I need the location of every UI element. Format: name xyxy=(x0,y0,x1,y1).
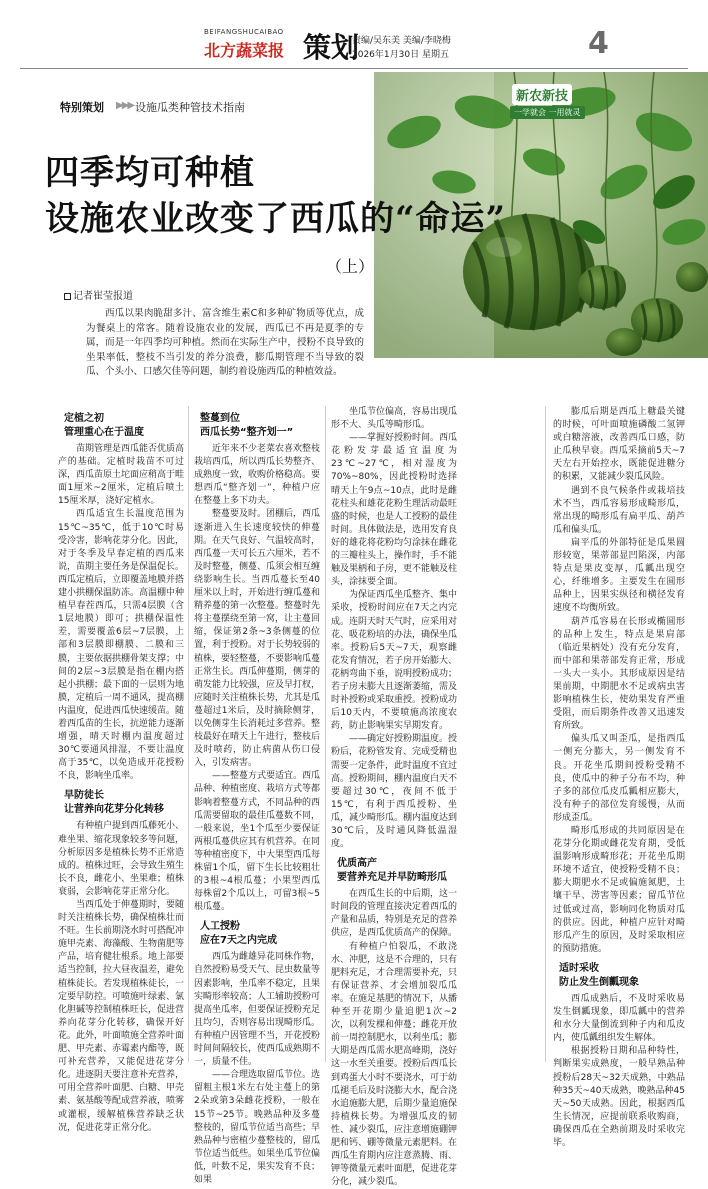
column-divider xyxy=(545,406,546,1062)
masthead xyxy=(0,0,708,68)
column-badge xyxy=(504,80,624,124)
body-paragraph: 西瓜适宜生长温度范围为15℃~35℃，低于10℃时易受冷害，影响花芽分化。因此，对于冬季及早春定植的西瓜来说，苗期主要任务是保温促长。西瓜定植后，立即覆盖地膜并搭建小拱棚保温防冻。高温棚中种植早春茬西瓜，只需4层膜（含1层地膜）即可；拱棚保温性差，需要覆盖6层~7层膜，上部和3层膜即棚膜、二膜和三膜，主要依据拱棚骨架支撑；中间的2层~3层膜是指在棚内搭起小拱棚；最下面的一层则为地膜，定植后一周不通风，提高棚内温度，促进西瓜快速缓苗。随着西瓜苗的生长，抗逆能力逐渐增强，晴天时棚内温度超过30℃要通风排湿，不要让温度高于35℃，以免造成开花授粉不良，影响坐瓜率。 xyxy=(58,509,185,782)
subhead-line: 早防徒长 xyxy=(64,790,104,802)
subhead-line: 定植之初 xyxy=(64,413,104,424)
paper-name: 北方蔬菜报 xyxy=(204,41,285,60)
body-column-3 xyxy=(331,406,458,1188)
part-label: （上） xyxy=(326,257,375,276)
body-paragraph: 在西瓜生长的中后期，这一时间段的管理直接决定着西瓜的产量和品质，特别是充足的营养供应，是西瓜优质高产的保障。 xyxy=(331,889,458,939)
subhead-line: 管理重心在于温度 xyxy=(64,427,144,438)
badge-slogan: 一学就会 一用就灵 xyxy=(510,106,585,119)
subhead-line: 人工授粉 xyxy=(200,921,240,933)
headline-line-2: 设施农业改变了西瓜的“命运” xyxy=(45,199,507,239)
body-column-2 xyxy=(194,406,321,1185)
section-name: 策划 xyxy=(303,31,360,64)
date-line: 2026年1月30日 星期五 xyxy=(352,50,449,60)
subhead-line: 要营养充足并早防畸形瓜 xyxy=(337,872,447,884)
body-column-1 xyxy=(58,406,185,1133)
body-paragraph: 畸形瓜形成的共同原因是在花芽分化期或雌花发育期，受低温影响形成畸形花；开花坐瓜期环境不适宜，使授粉受精不良；膨大期肥水不足或偏施氮肥，土壤干旱、涝害等因素；留瓜节位过低或过高，影响同化物质对瓜的供应。因此，种植户应针对畸形瓜产生的原因，及时采取相应的预防措施。 xyxy=(553,826,685,954)
body-paragraph: 有种植户怕裂瓜，不敢浇水、冲肥，这是不合理的，只有肥料充足，才合理需要补充，只有保证营养、才会增加裂瓜瓜率。在施足基肥的情况下，从播种至开花期少量追肥1次~2次，以利发棵和伸蔓；雌花开放前一周控制肥水，以利坐瓜；膨大期是西瓜需水肥高峰期，浇好这一水至关重要。授粉后西瓜长到鸡蛋大小时不要浇水，可于幼瓜褪毛后及时浇膨大水，配合浇水追施膨大肥，后期少量追施保持植株长势。为增强瓜皮的韧性、减少裂瓜，应注意增施硼钾肥和钙、硼等微量元素肥料。在西瓜生育期内应注意蒸腾、雨、钾等微量元素叶面肥，促进花芽分化，减少裂瓜。 xyxy=(331,941,458,1188)
badge-title: 新农新技 xyxy=(512,84,572,105)
body-paragraph: 西瓜为雌雄异花同株作物，自然授粉易受天气、昆虫数量等因素影响，坐瓜率不稳定，且果实畸形率较高；人工辅助授粉可提高坐瓜率，但要保证授粉充足且均匀，否则容易出现畸形瓜。有种植户因管理不当，开花授粉时间间隔较长，使西瓜成熟期不一，质量不佳。 xyxy=(194,952,321,1068)
body-paragraph: 当西瓜处于伸蔓期时，要随时关注植株长势，确保植株壮而不旺。生长前期浇水时可搭配冲施甲壳素、海藻酸、生物菌肥等产品，培育健壮根系。地上部要适当控制，拉大昼夜温差，避免植株徒长。若发现植株徒长，一定要早防控。可喷施叶绿素、氯化胆碱等控制植株旺长，促进营养向花芽分化转移，确保开好花。此外，叶面喷施全营养叶面肥、甲壳素、赤霉素内酯等，既可补充营养，又能促进花芽分化。进逐阴天要注意补充营养，可用全营养叶面肥、白糖、甲壳素、氨基酸等配成营养液，喷雾或灌根，缓解植株营养缺乏状况，促进花芽正常分化。 xyxy=(58,900,185,1133)
column-divider xyxy=(325,406,326,1062)
body-paragraph: 苗期管理是西瓜能否优质高产的基础。定植时栽苗不可过深，西瓜苗原土坨面应稍高于畦面1厘米~2厘米，定植后喷土15厘米厚，浇好定植水。 xyxy=(58,444,185,507)
body-paragraph: 坐瓜节位偏高，容易出现瓜形不大、头瓜等畸形瓜。 xyxy=(331,407,458,431)
body-paragraph: ——整蔓方式要适宜。西瓜品种、种植密度、栽培方式等都影响着整蔓方式，不同品种的西瓜需要留取的最佳瓜蔓数不同，一般来说，坐1个瓜至少要保证两根瓜蔓供应其有机营养。在同等种植密度下，中大果型西瓜每株留1个瓜，留下生长比较粗壮的3根~4根瓜蔓；小果型西瓜每株留2个瓜以上，可留3根~5根瓜蔓。 xyxy=(194,771,321,913)
body-paragraph: 整蔓要及时。团棚后，西瓜逐渐进入生长速度较快的伸蔓期。在天气良好、气温较高时，西瓜蔓一天可长五六厘米，若不及时整蔓，侧蔓、瓜须会相互缠绕影响生长。当西瓜蔓长至40厘米以上时，开始进行缠瓜蔓和精养蔓的第一次整蔓。整蔓时先将主蔓摆绕至第一窝，让主蔓回缩，保证第2条~3条侧蔓的位置，利于授粉。对于长势较弱的植株，要轻整蔓，不要影响瓜蔓正常生长。西瓜伸蔓期，侧芽的萌发能力比较强，应及早打杈，应随时关注植株长势，尤其是瓜蔓超过1米后，及时摘除侧芽，以免侧芽生长消耗过多营养。整枝最好在晴天上午进行，整枝后及时喷药，防止病菌从伤口侵入，引发病害。 xyxy=(194,509,321,769)
editors-line: 责编/吴东美 美编/李晓梅 xyxy=(352,36,451,46)
body-paragraph: 为保证西瓜坐瓜整齐、集中采收，授粉时间应在7天之内完成。连阴天时天气时，应采用对花、吸花粉培的办法，确保坐瓜率。授粉后5天~7天，观察雌花发育情况，若子房开始膨大、花柄弯曲下垂，说明授粉成功；若子房未膨大且逐渐萎缩，需及时补授粉或采取重授。授粉成功后10天内，不要喷施高浓度农药，防止影响果实早期发育。 xyxy=(331,590,458,732)
section-subhead xyxy=(553,962,685,990)
column-divider xyxy=(188,406,189,1062)
subhead-line: 让营养向花芽分化转移 xyxy=(64,804,164,816)
body-paragraph: 扁平瓜的外部特征是瓜果圆形较宽，果蒂部显凹陷深，内部特点是果皮变厚，瓜瓤出现空心，纤维增多。主要发生在圆形品种上，因果实纵径和横径发育速度不均衡所致。 xyxy=(553,537,685,614)
section-subhead xyxy=(194,412,320,440)
special-label: 特别策划 xyxy=(60,101,104,114)
byline-text: 记者崔莹报道 xyxy=(73,291,133,302)
body-paragraph: 遇到不良气候条件或栽培技术不当，西瓜容易形成畸形瓜，常出现的畸形瓜有扁平瓜、葫芦瓜和偏头瓜。 xyxy=(553,485,685,535)
body-paragraph: 西瓜成熟后，不及时采收易发生倒瓤现象，即瓜瓤中的营养和水分大量倒流到种子内和瓜皮内，使瓜瓤组织发生解体。 xyxy=(553,993,685,1044)
byline xyxy=(64,287,133,302)
section-subhead xyxy=(58,789,184,817)
subhead-line: 应在7天之内完成 xyxy=(200,935,277,947)
subhead-line: 防止发生倒瓤现象 xyxy=(559,976,639,988)
subhead-line: 适时采收 xyxy=(559,962,599,974)
lead-paragraph: 西瓜以果肉脆甜多汁、富含维生素C和多种矿物质等优点，成为餐桌上的常客。随着设施农业的发展，西瓜已不再是夏季的专属，而是一年四季均可种植。然而在实际生产中，授粉不良导致的坐果率低，整枝不当引发的养分浪费，膨瓜期管理不当导致的裂瓜、个头小、口感欠佳等问题，制约着设施西瓜的种植效益。 xyxy=(86,308,364,378)
body-paragraph: 膨瓜后期是西瓜上糖最关键的时候，可叶面喷施磷酸二氢钾或白糖溶液，改善西瓜口感，防止瓜秧早衰。西瓜采摘前5天~7天左右开始控水，既能促进糖分的积累，又能减少裂瓜风险。 xyxy=(553,407,685,483)
headline-line-1: 四季均可种植 xyxy=(45,153,255,193)
subhead-line: 西瓜长势“整齐划一” xyxy=(200,427,294,438)
body-paragraph: 近年来不少老菜农喜欢整枝栽培西瓜，所以西瓜长势整齐、成熟度一致，收购价格稳高。要想西瓜“整齐划一”，种植户应在整蔓上多下功夫。 xyxy=(194,444,321,507)
body-paragraph: 偏头瓜又叫歪瓜，是指西瓜一侧充分膨大，另一侧发育不良。开花坐瓜期间授粉受精不良，使瓜中的种子分布不均，种子多的部位瓜皮瓜瓤相应膨大，没有种子的部位发育缓慢，从而形成歪瓜。 xyxy=(553,734,685,823)
body-paragraph: ——确定好授粉期温度。授粉后，花粉管发育、完成受精也需要一定条件，此时温度不宜过高。授粉期间，棚内温度白天不要超过30℃，夜间不低于15℃，有利于西瓜授粉、坐瓜，减少畸形瓜。棚内温度达到30℃后，及时通风降低温湿度。 xyxy=(331,734,458,850)
subhead-line: 优质高产 xyxy=(337,858,377,870)
special-subtitle: 设施瓜类种管技术指南 xyxy=(135,101,245,114)
byline-box-icon xyxy=(64,293,71,300)
chevron-right-icon: ▶▶▶ xyxy=(116,100,134,111)
body-paragraph: 葫芦瓜容易在长形或椭圆形的品种上发生，特点是果肩部（临近果柄处）没有充分发育，而中部和果蒂部发育正常，形成一头大一头小。其形成原因是结果前期，中期肥水不足或病虫害影响植株生长，使幼果发育严重受阻，而后期条件改善又迅速发育所致。 xyxy=(553,616,685,732)
body-paragraph: ——合理选取留瓜节位。选留粗主根1米左右处主蔓上的第2朵或第3朵雌花授粉，一般在15节~25节。晚熟品种及多蔓整枝的，留瓜节位适当高些；早熟品种与密植少蔓整枝的，留瓜节位适当低些。如果坐瓜节位偏低，叶数不足，果实发育不良；如果 xyxy=(194,1070,321,1185)
section-subhead xyxy=(58,412,184,440)
body-paragraph: 有种植户提到西瓜藤死小、难坐果、缩花现象较多等问题，分析原因多是植株长势不正常造成的。植株过旺，会导致生殖生长不良，雌花小、坐果难；植株衰弱，会影响花芽正常分化。 xyxy=(58,821,185,897)
page-number: 4 xyxy=(588,26,609,61)
section-subhead xyxy=(194,920,320,948)
body-paragraph: ——掌握好授粉时间。西瓜花粉发芽最适宜温度为23℃~27℃，相对湿度为70%~80%，因此授粉时选择晴天上午9点~10点，此时是雌花柱头和雄花花粉生理活动最旺盛的时候，也是人工授粉的最佳时间。具体做法是，选用发育良好的雄花将花粉均匀涂抹在雌花的三瓣柱头上，操作时，手不能触及果柄和子房，更不能触及柱头，涂抹要全面。 xyxy=(331,433,458,588)
body-paragraph: 根据授粉日期和品种特性，判断果实成熟度，一般早熟品种授粉后28天~32天成熟，中熟品种35天~40天成熟，晚熟品种45天~50天成熟。因此，根据西瓜生长情况，应提前联系收购商，确保西瓜在全熟前期及时采收完毕。 xyxy=(553,1046,685,1148)
paper-pinyin: BEIFANGSHUCAIBAO xyxy=(204,28,284,36)
masthead-rule xyxy=(20,68,688,69)
subhead-line: 整蔓到位 xyxy=(200,413,240,424)
body-column-4 xyxy=(553,406,685,1148)
section-subhead xyxy=(331,857,457,885)
